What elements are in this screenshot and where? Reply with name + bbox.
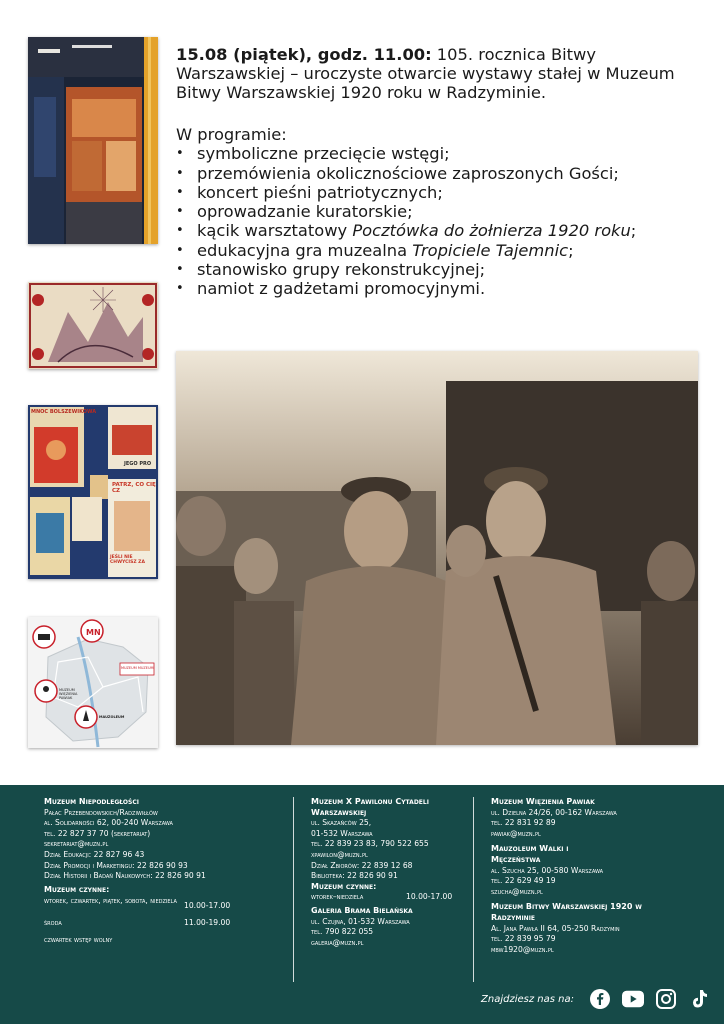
poster-text-1: MNOC BOLSZEWIKOWA: [31, 409, 97, 415]
programme-section: [176, 125, 706, 299]
museum-name: Muzeum Bitwy Warszawskiej 1920 w Radzyminie: [491, 902, 642, 922]
contact-line: Dział Historii i Badań Naukowych: 22 826 90 91: [44, 871, 206, 881]
contact-line: xpawilon@muzn.pl: [311, 849, 368, 859]
hours-title: Muzeum czynne:: [44, 884, 110, 894]
social-media-bar: [481, 988, 710, 1010]
contact-line: ul. Dzielna 24/26, 00-162 Warszawa: [491, 807, 617, 817]
free-entry-note: czwartek wstęp wolny: [44, 934, 113, 944]
map-legend-1: MUZEUM MUZEUM: [121, 666, 154, 670]
programme-item-title: Tropiciele Tajemnic: [412, 240, 569, 260]
exhibition-interior-image: [28, 37, 158, 244]
contact-line: tel. 22 827 37 70 (sekretariat): [44, 828, 151, 838]
contact-line: pawiak@muzn.pl: [491, 828, 541, 838]
social-label: Znajdziesz nas na:: [481, 993, 574, 1005]
contact-line: tel. 22 839 95 79: [491, 934, 556, 944]
museum-name: Mauzoleum Walki i Męczeństwa: [491, 844, 569, 864]
contact-line: szucha@muzn.pl: [491, 886, 543, 896]
contact-line: 01-532 Warszawa: [311, 828, 373, 838]
contact-line: Biblioteka: 22 826 90 91: [311, 871, 398, 881]
event-date-time: 15.08 (piątek), godz. 11.00:: [176, 45, 432, 64]
postcard-illustration-photo: [28, 282, 158, 369]
programme-item-punct: ;: [630, 221, 637, 241]
exhibition-interior-photo: [28, 37, 158, 244]
contact-line: ul. Czujna, 01-532 Warszawa: [311, 916, 410, 926]
programme-item: [176, 221, 706, 240]
poster-text-3: PATRZ, CO CIĘ CZ: [112, 482, 156, 494]
contact-line: mbw1920@muzn.pl: [491, 944, 554, 954]
hours-row: [44, 918, 280, 929]
contact-line: ul. Skazańców 25,: [311, 818, 372, 828]
programme-item: • oprowadzanie kuratorskie;: [176, 202, 706, 221]
hours-row: [44, 896, 280, 912]
contact-line: galeria@muzn.pl: [311, 937, 364, 947]
museum-independence-contacts: [44, 797, 280, 945]
tiktok-icon[interactable]: [688, 988, 710, 1010]
museum-name: Muzeum Więzienia Pawiak: [491, 797, 595, 806]
museum-name: Muzeum X Pawilonu Cytadeli Warszawskiej: [311, 797, 429, 817]
hours-time: 10.00-17.00: [184, 901, 231, 911]
programme-item: • przemówienia okolicznościowe zaproszonych Gości;: [176, 164, 706, 183]
contact-line: tel. 22 629 49 19: [491, 876, 556, 886]
programme-list: [176, 144, 706, 298]
programme-item: • namiot z gadżetami promocyjnymi.: [176, 279, 706, 298]
contact-line: Dział Promocji i Marketingu: 22 826 90 93: [44, 860, 188, 870]
map-drawing: [28, 617, 158, 748]
contact-line: Dział Edukacji: 22 827 96 43: [44, 849, 145, 859]
hours-time: 10.00-17.00: [406, 892, 453, 902]
contact-line: tel. 790 822 055: [311, 927, 374, 937]
pavilion-x-contacts: [311, 797, 471, 948]
hours-days: wtorek–niedziela: [311, 892, 364, 902]
event-description: 105. rocznica Bitwy Warszawskiej – uroczyste otwarcie wystawy stałej w Muzeum Bitwy Warszawskiej 1920 roku w Radzyminie.: [176, 45, 675, 102]
contact-line: sekretariat@muzn.pl: [44, 839, 109, 849]
programme-item: • symboliczne przecięcie wstęgi;: [176, 144, 706, 163]
poster-text-2: JEGO PRO: [124, 461, 152, 467]
map-legend-3: MAUZOLEUM: [99, 715, 125, 719]
museums-map: [28, 617, 158, 748]
programme-heading: W programie:: [176, 125, 287, 144]
contact-line: tel. 22 839 23 83, 790 522 655: [311, 839, 429, 849]
poster-text-4: JEŚLI NIE CHWYCISZ ZA: [110, 555, 145, 565]
contact-line: al. Szucha 25, 00-580 Warszawa: [491, 865, 604, 875]
programme-item: [176, 241, 706, 260]
postcard-illustration-image: [28, 282, 158, 369]
column-divider: [473, 797, 474, 982]
svg-text:MN: MN: [86, 628, 101, 637]
event-announcement: [176, 45, 696, 102]
museum-name: Muzeum Niepodległości: [44, 797, 139, 806]
contact-line: Dział Zbiorów: 22 839 12 68: [311, 860, 413, 870]
programme-item: • stanowisko grupy rekonstrukcyjnej;: [176, 260, 706, 279]
programme-item: • koncert pieśni patriotycznych;: [176, 183, 706, 202]
hours-days: środa: [44, 917, 62, 927]
gallery-name: Galeria Brama Bielańska: [311, 905, 413, 915]
programme-item-title: Pocztówka do żołnierza 1920 roku: [352, 221, 631, 241]
contact-line: al. Solidarności 62, 00-240 Warszawa: [44, 818, 173, 828]
programme-item-punct: ;: [568, 240, 574, 260]
youtube-icon[interactable]: [622, 988, 644, 1010]
contact-line: Al. Jana Pawła II 64, 05-250 Radzymin: [491, 923, 620, 933]
hours-days: wtorek, czwartek, piątek, sobota, niedziela: [44, 896, 177, 906]
contact-line: Pałac Przebendowskich/Radziwiłłów: [44, 807, 158, 817]
hours-title: Muzeum czynne:: [311, 881, 377, 891]
hours-row: [311, 892, 471, 903]
hours-time: 11.00-19.00: [184, 917, 231, 927]
facebook-icon[interactable]: [589, 988, 611, 1010]
historical-photo-image: [176, 351, 698, 745]
programme-item-text: kącik warsztatowy: [197, 221, 353, 241]
other-museums-contacts: [491, 797, 711, 955]
contact-line: tel. 22 831 92 89: [491, 818, 556, 828]
historical-photo: [176, 351, 698, 745]
map-legend-2: MUZEUM WIĘZIENIA PAWIAK: [59, 688, 78, 700]
programme-item-text: edukacyjna gra muzealna: [197, 240, 413, 260]
footer-contacts: [0, 785, 724, 1024]
column-divider: [293, 797, 294, 982]
instagram-icon[interactable]: [655, 988, 677, 1010]
propaganda-posters-photo: [28, 405, 158, 579]
